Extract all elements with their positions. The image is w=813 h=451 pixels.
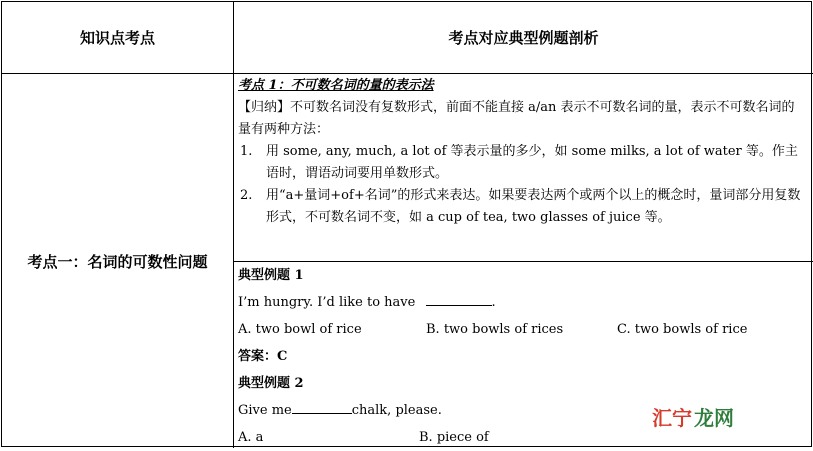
option-b: B. two bowls of rices [426, 322, 564, 337]
question-text: Give me [238, 403, 292, 418]
kp-title: 考点 1：不可数名词的量的表示法 [238, 78, 434, 93]
list-item [238, 141, 806, 185]
header-knowledge-point: 知识点考点 [79, 29, 155, 47]
list-text: 用 some, any, much, a lot of 等表示量的多少，如 some milks, a lot of water 等。作主语时，谓语动词要用单数形式。 [266, 144, 798, 181]
option-a: A. two bowl of rice [238, 322, 362, 337]
example-1-options [238, 316, 806, 343]
question-text: I’m hungry. I’d like to have [238, 295, 416, 310]
option-c: C. two bowls of rice [617, 322, 748, 337]
question-end: chalk, please. [351, 403, 442, 418]
example-1-question [238, 289, 806, 316]
site-watermark [652, 398, 782, 434]
answer-blank [426, 291, 492, 306]
question-end: . [491, 295, 496, 310]
header-example-analysis: 考点对应典型例题剖析 [448, 29, 599, 47]
list-number: 2. [240, 188, 253, 203]
example-2-label: 典型例题 2 [238, 376, 304, 391]
kp-summary: 【归纳】不可数名词没有复数形式，前面不能直接 a/an 表示不可数名词的量，表示不可数名词的量有两种方法： [238, 100, 795, 137]
watermark-text: 汇宁 [652, 405, 692, 430]
example-1-label: 典型例题 1 [238, 268, 304, 283]
option-a: A. a [238, 430, 264, 445]
topic-label: 考点一：名词的可数性问题 [27, 252, 208, 271]
example-1-answer: 答案：C [238, 349, 288, 364]
knowledge-point-cell [238, 75, 806, 229]
option-b: B. piece of [419, 430, 489, 445]
answer-blank [292, 399, 352, 414]
watermark-text: 龙网 [694, 405, 734, 430]
list-item [238, 185, 806, 229]
list-text: 用“a+量词+of+名词”的形式来表达。如果要表达两个或两个以上的概念时，量词部分用复数形式，不可数名词不变，如 a cup of tea, two glasses of juice 等。 [266, 188, 801, 225]
list-number: 1. [240, 144, 253, 159]
